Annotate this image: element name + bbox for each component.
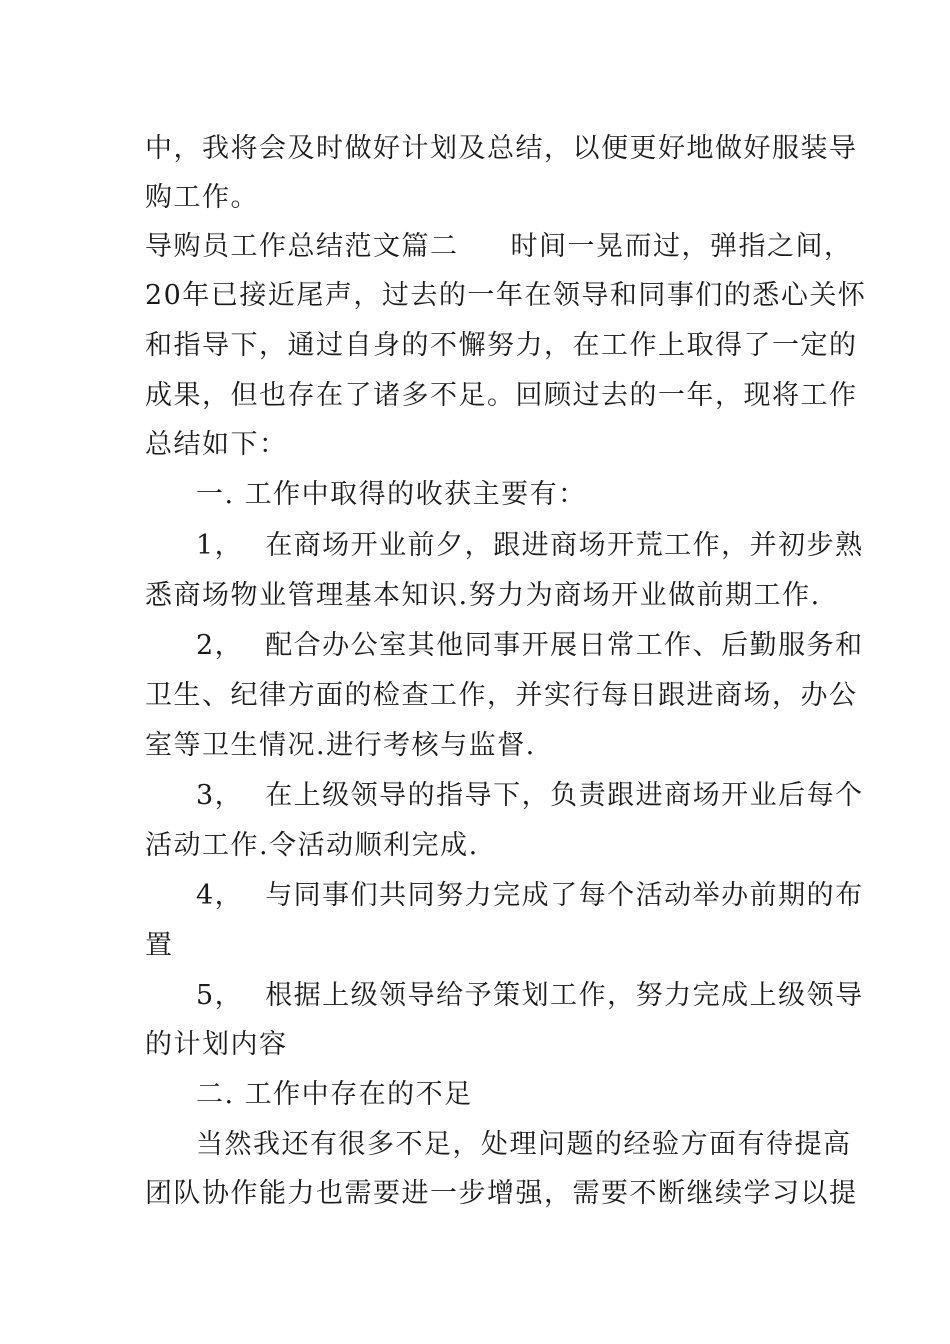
body-text-line: 成果，但也存在了诸多不足。回顾过去的一年，现将工作: [145, 380, 858, 411]
body-text-line: 的计划内容: [145, 1029, 288, 1060]
body-text-line: 团队协作能力也需要进一步增强，需要不断继续学习以提: [145, 1178, 858, 1209]
body-text-line: 和指导下，通过自身的不懈努力，在工作上取得了一定的: [145, 330, 858, 361]
list-text: 根据上级领导给予策划工作，努力完成上级领导: [265, 980, 864, 1011]
list-number: 5，: [196, 980, 244, 1011]
section-title: 导购员工作总结范文篇二: [145, 231, 459, 262]
section-title-line: [145, 227, 853, 267]
body-text-line: 购工作。: [145, 182, 259, 213]
list-text: 配合办公室其他同事开展日常工作、后勤服务和: [265, 630, 864, 661]
body-text-line: 总结如下：: [145, 429, 288, 460]
body-text-line: 活动工作.令活动顺利完成.: [145, 830, 479, 861]
list-item-1: [196, 526, 864, 566]
list-text: 与同事们共同努力完成了每个活动举办前期的布: [265, 880, 864, 911]
list-item-5: [196, 976, 864, 1016]
body-text-line: 室等卫生情况.进行考核与监督.: [145, 730, 536, 761]
heading-gains: 一. 工作中取得的收获主要有：: [196, 479, 587, 510]
list-text: 在上级领导的指导下，负责跟进商场开业后每个: [265, 780, 864, 811]
list-number: 2，: [196, 630, 244, 661]
body-text-line: 当然我还有很多不足，处理问题的经验方面有待提高: [196, 1129, 852, 1160]
body-text-line: 悉商场物业管理基本知识.努力为商场开业做前期工作.: [145, 580, 821, 611]
list-text: 在商场开业前夕，跟进商场开荒工作，并初步熟: [265, 530, 864, 561]
body-text-line: 20年已接近尾声，过去的一年在领导和同事们的悉心关怀: [145, 280, 867, 311]
list-item-4: [196, 876, 864, 916]
list-item-2: [196, 626, 864, 666]
list-item-3: [196, 776, 864, 816]
body-text-line: 置: [145, 930, 174, 961]
body-text-line: 中，我将会及时做好计划及总结，以便更好地做好服装导: [145, 133, 858, 164]
body-text: 时间一晃而过，弹指之间，: [510, 231, 853, 262]
body-text-line: 卫生、纪律方面的检查工作，并实行每日跟进商场，办公: [145, 680, 858, 711]
list-number: 3，: [196, 780, 244, 811]
heading-shortcomings: 二. 工作中存在的不足: [196, 1079, 473, 1110]
list-number: 1，: [196, 530, 244, 561]
list-number: 4，: [196, 880, 244, 911]
